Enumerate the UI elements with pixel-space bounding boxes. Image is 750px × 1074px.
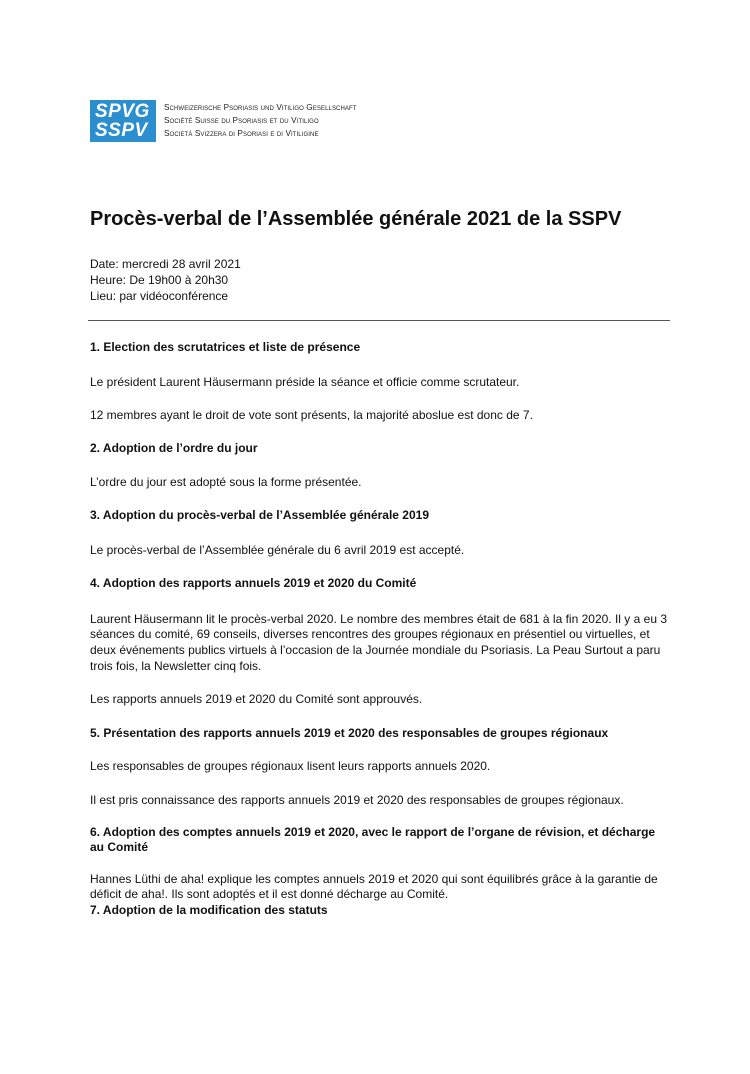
section-paragraph: Le président Laurent Häusermann préside la séance et officie comme scrutateur. — [90, 374, 520, 389]
section-heading: 4. Adoption des rapports annuels 2019 et 2020 du Comité — [90, 576, 417, 591]
section-paragraph: 12 membres ayant le droit de vote sont présents, la majorité aboslue est donc de 7. — [90, 408, 533, 423]
org-name-fr: Société Suisse du Psoriasis et du Vitiligo — [164, 116, 319, 125]
section-paragraph: L’ordre du jour est adopté sous la forme présentée. — [90, 475, 362, 490]
meeting-place: Lieu: par vidéoconférence — [90, 289, 229, 303]
section-paragraph: Il est pris connaissance des rapports annuels 2019 et 2020 des responsables de groupes régionaux. — [90, 792, 624, 807]
section-paragraph: Les responsables de groupes régionaux lisent leurs rapports annuels 2020. — [90, 759, 491, 774]
org-name-it: Società Svizzera di Psoriasi e di Vitiligine — [164, 129, 319, 138]
section-heading: 7. Adoption de la modification des statuts — [90, 902, 328, 917]
divider — [88, 320, 670, 321]
meeting-details — [90, 256, 241, 304]
section-heading: 3. Adoption du procès-verbal de l’Assemblée générale 2019 — [90, 507, 430, 522]
section-paragraph: Le procès-verbal de l’Assemblée générale du 6 avril 2019 est accepté. — [90, 542, 465, 557]
org-name-de: Schweizerische Psoriasis und Vitiligo Gesellschaft — [164, 103, 357, 112]
section-paragraph: Laurent Häusermann lit le procès-verbal 2020. Le nombre des membres était de 681 à la fin 2020. Il y a eu 3 séances du comité, 69 conseils, diverses rencontres des groupes régionaux en présentiel ou virtuelles, et deux événements publics virtuels à l’occasion de la Journée mondiale du Psoriasis. La Peau Surtout a paru trois fois, la Newsletter cinq fois. — [90, 611, 668, 673]
minutes-content — [90, 340, 670, 918]
section-heading: 5. Présentation des rapports annuels 2019 et 2020 des responsables de groupes régionaux — [90, 725, 609, 740]
meeting-date: Date: mercredi 28 avril 2021 — [90, 257, 241, 271]
section-heading: 6. Adoption des comptes annuels 2019 et 2020, avec le rapport de l’organe de révision, et décharge au Comité — [90, 824, 656, 855]
sspv-logo — [90, 100, 156, 142]
logo-line-2: SSPV — [95, 120, 148, 141]
logo-line-1: SPVG — [95, 101, 150, 122]
document-title: Procès-verbal de l’Assemblée générale 2021 de la SSPV — [90, 208, 622, 230]
section-paragraph: Hannes Lüthi de aha! explique les comptes annuels 2019 et 2020 qui sont équilibrés grâce à la garantie de déficit de aha!. Ils sont adoptés et il est donné décharge au Comité. — [90, 871, 658, 902]
organization-names — [164, 101, 357, 140]
section-paragraph: Les rapports annuels 2019 et 2020 du Comité sont approuvés. — [90, 692, 423, 707]
section-heading: 1. Election des scrutatrices et liste de présence — [90, 340, 361, 354]
meeting-time: Heure: De 19h00 à 20h30 — [90, 273, 229, 287]
section-heading: 2. Adoption de l’ordre du jour — [90, 440, 258, 455]
